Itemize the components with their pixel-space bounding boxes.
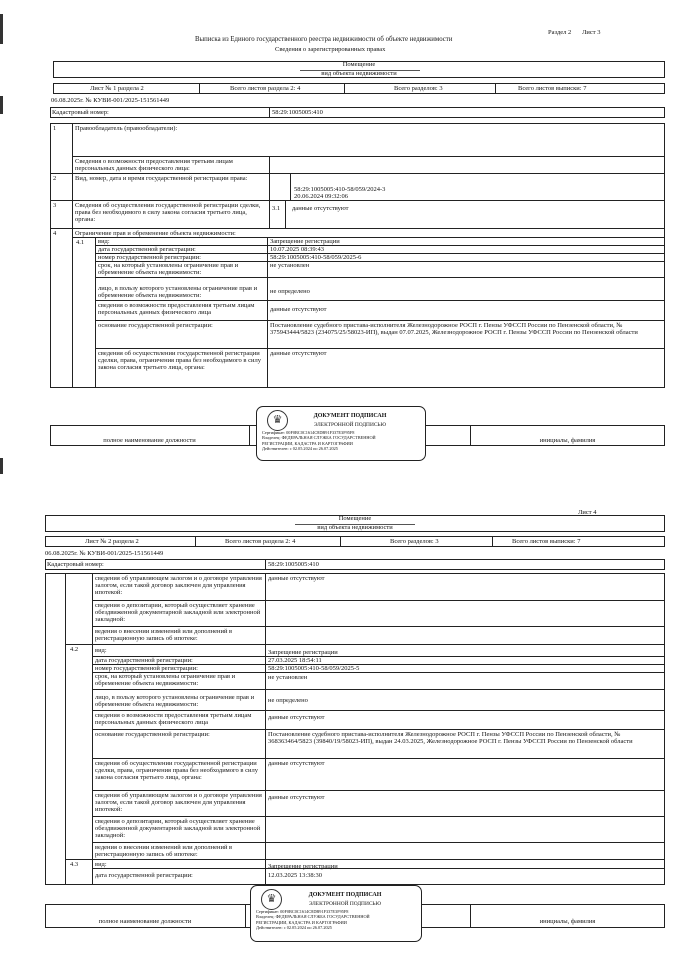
field-label: сведения об управляющем залогом и о договоре управления залогом, если такой договор заключен для управления ипотекой:	[95, 792, 262, 814]
cadastral-number: 58:29:1005005:410	[272, 109, 323, 116]
field-label: ведения о внесении изменений или дополнений в регистрационную запись об ипотеке:	[95, 628, 233, 643]
object-type: Помещение	[338, 515, 372, 522]
encumbrance-type: Запрещение регистрации	[270, 238, 340, 245]
name-label: инициалы, фамилия	[539, 918, 596, 925]
stamp-certificate: Сертификат: 00F0BC0C1614C8DB91F337E3F95F8	[256, 909, 349, 914]
section-sheets: Всего листов раздела 2: 4	[230, 85, 301, 92]
encumbrance-term: не установлен	[268, 674, 308, 681]
section-label: Раздел 2	[548, 29, 572, 36]
third-party-label: Сведения о возможности предоставления третьим лицам персональных данных физического лица:	[75, 158, 233, 173]
field-label: вид:	[95, 647, 107, 654]
cadastral-label: Кадастровый номер:	[47, 561, 104, 568]
encumbrance-basis: Постановление судебного пристава-исполнителя Железнодорожное РОСП г. Пензы УФССП России по Пензенской области, № 375943444/5823 (234075/25/58023-ИП), выдан 07.07.2025, Железнодорожное РОСП г. Пензы УФССП России по Пензенской области	[270, 322, 638, 337]
sheets-total: Всего листов выписки: 7	[518, 85, 587, 92]
encumbrance-no-consent: данные отсутствуют	[270, 350, 327, 357]
field-label: сведения о возможности предоставления третьим лицам персональных данных физического лица	[95, 712, 252, 727]
encumbrance-third-party: данные отсутствуют	[268, 714, 325, 721]
field-label: срок, на который установлены ограничение прав и обременение объекта недвижимости:	[98, 262, 239, 277]
sections-total: Всего разделов: 3	[390, 538, 439, 545]
field-label: дата государственной регистрации:	[95, 657, 193, 664]
field-label: дата государственной регистрации:	[98, 246, 196, 253]
cadastral-number: 58:29:1005005:410	[268, 561, 319, 568]
field-label: вид:	[95, 861, 107, 868]
field-label: сведения о депозитарии, который осуществляет хранение обездвиженной документарной закладной или электронной закладной:	[95, 818, 261, 840]
scan-edge-mark	[0, 14, 3, 44]
encumbrance-persons: не определено	[270, 288, 310, 295]
encumbrance-reg-number: 58:29:1005005:410-58/059/2025-6	[270, 254, 362, 261]
row-number: 3	[53, 202, 57, 209]
rightholder-label: Правообладатель (правообладатели):	[75, 125, 178, 132]
encumbrance-reg-date: 27.03.2025 18:54:11	[268, 657, 322, 664]
object-type: Помещение	[342, 61, 376, 68]
no-consent-value: данные отсутствуют	[292, 205, 349, 212]
registration-number: 58:29:1005005:410-58/059/2024-3	[294, 186, 386, 193]
field-label: срок, на который установлены ограничение прав и обременение объекта недвижимости:	[95, 673, 236, 688]
encumbrance-type: Запрещение регистрации	[268, 863, 338, 870]
row-number: 4	[53, 230, 57, 237]
field-label: дата государственной регистрации:	[95, 872, 193, 879]
stamp-owner-2: РЕГИСТРАЦИИ, КАДАСТРА И КАРТОГРАФИИ	[256, 919, 347, 925]
field-label: сведения об осуществлении государственной регистрации сделки, права, ограничения права без необходимого в силу закона согласия третьего лица, органа:	[95, 760, 258, 782]
stamp-validity: Действителен: с 02.05.2024 по 26.07.2025	[262, 446, 338, 452]
stamp-certificate: Сертификат: 00F0BC0C1614C8DB91F337E3F95F8	[262, 430, 355, 435]
field-label: вид:	[98, 238, 110, 245]
encumbrance-number: 4.1	[76, 239, 85, 246]
emblem-icon: ♛	[261, 889, 282, 910]
sheet-label: Лист 4	[578, 509, 597, 516]
field-label: сведения об управляющем залогом и о договоре управления залогом, если такой договор заключен для управления ипотекой:	[95, 575, 262, 597]
field-label: сведения о возможности предоставления третьим лицам персональных данных физического лица	[98, 302, 255, 317]
encumbrance-term: не установлен	[270, 262, 310, 269]
name-label: инициалы, фамилия	[539, 437, 596, 444]
field-label: лицо, в пользу которого установлены ограничение прав и обременение объекта недвижимости:	[98, 285, 258, 300]
position-label: полное наименование должности	[103, 437, 196, 444]
field-label: сведения о депозитарии, который осуществляет хранение обездвиженной документарной закладной или электронной закладной:	[95, 602, 261, 624]
e-signature-stamp	[256, 406, 426, 461]
extract-date-number: 06.08.2025г. № КУВИ-001/2025-151561449	[51, 97, 170, 104]
encumbrance-number: 4.2	[70, 646, 79, 653]
no-consent-label: Сведения об осуществлении государственной регистрации сделки, права без необходимого в силу закона согласия третьего лица, органа:	[75, 202, 261, 224]
field-label: основание государственной регистрации:	[98, 322, 213, 329]
encumbrance-basis: Постановление судебного пристава-исполнителя Железнодорожное РОСП г. Пензы УФССП России по Пензенской области, № 368363464/5823 (39840/19/58023-ИП), выдан 24.03.2025, Железнодорожное РОСП г. Пензы УФССП России по Пензенской области	[268, 731, 633, 746]
object-type-label: вид объекта недвижимости	[317, 524, 393, 531]
cadastral-label: Кадастровый номер:	[52, 109, 109, 116]
encumbrance-reg-date: 10.07.2025 08:39:43	[270, 246, 324, 253]
field-label: сведения об осуществлении государственной регистрации сделки, права, ограничения права без необходимого в силу закона согласия третьего лица, органа:	[98, 350, 261, 372]
encumbrance-type: Запрещение регистрации	[268, 649, 338, 656]
registration-label: Вид, номер, дата и время государственной регистрации права:	[75, 175, 248, 182]
field-label: номер государственной регистрации:	[98, 254, 201, 261]
extract-date-number: 06.08.2025г. № КУВИ-001/2025-151561449	[45, 550, 164, 557]
stamp-owner: Владелец: ФЕДЕРАЛЬНАЯ СЛУЖБА ГОСУДАРСТВЕННОЙ	[256, 914, 370, 920]
stamp-subtitle: ЭЛЕКТРОННОЙ ПОДПИСЬЮ	[308, 901, 382, 907]
stamp-owner-2: РЕГИСТРАЦИИ, КАДАСТРА И КАРТОГРАФИИ	[262, 440, 353, 446]
encumbrance-label: Ограничение прав и обременение объекта недвижимости:	[75, 230, 236, 237]
scan-edge-mark	[0, 96, 3, 114]
document-subtitle: Сведения о зарегистрированных правах	[275, 46, 386, 53]
position-label: полное наименование должности	[98, 918, 192, 925]
scan-edge-mark	[0, 458, 3, 474]
sheet-label: Лист 3	[582, 29, 601, 36]
row-number: 2	[53, 175, 57, 182]
field-label: номер государственной регистрации:	[95, 665, 198, 672]
e-signature-stamp	[250, 885, 422, 942]
object-type-label: вид объекта недвижимости	[321, 70, 397, 77]
field-label: ведения о внесении изменений или дополнений в регистрационную запись об ипотеке:	[95, 844, 233, 859]
encumbrance-third-party: данные отсутствуют	[270, 306, 327, 313]
sheets-total: Всего листов выписки: 7	[512, 538, 581, 545]
field-label: основание государственной регистрации:	[95, 731, 210, 738]
stamp-title: ДОКУМЕНТ ПОДПИСАН	[313, 413, 387, 419]
stamp-title: ДОКУМЕНТ ПОДПИСАН	[308, 892, 382, 898]
encumbrance-no-consent: данные отсутствуют	[268, 760, 325, 767]
stamp-validity: Действителен: с 02.05.2024 по 26.07.2025	[256, 925, 332, 931]
encumbrance-reg-date: 12.03.2025 13:38:30	[268, 872, 322, 879]
encumbrance-pledge: данные отсутствуют	[268, 794, 325, 801]
sheet-number: Лист № 1 раздела 2	[90, 85, 144, 92]
sub-number: 3.1	[272, 205, 281, 212]
stamp-owner: Владелец: ФЕДЕРАЛЬНАЯ СЛУЖБА ГОСУДАРСТВЕННОЙ	[262, 435, 376, 441]
encumbrance-number: 4.3	[70, 861, 79, 868]
sections-total: Всего разделов: 3	[394, 85, 443, 92]
emblem-icon: ♛	[267, 410, 288, 431]
field-label: лицо, в пользу которого установлены ограничение прав и обременение объекта недвижимости:	[95, 694, 255, 709]
section-sheets: Всего листов раздела 2: 4	[225, 538, 296, 545]
cadastral-row	[50, 107, 665, 118]
stamp-subtitle: ЭЛЕКТРОННОЙ ПОДПИСЬЮ	[313, 422, 387, 428]
row-number: 1	[53, 125, 57, 132]
document-title: Выписка из Единого государственного реестра недвижимости об объекте недвижимости	[195, 36, 453, 43]
sheet-number: Лист № 2 раздела 2	[85, 538, 139, 545]
encumbrance-pledge: данные отсутствуют	[268, 575, 325, 582]
encumbrance-reg-number: 58:29:1005005:410-58/059/2025-5	[268, 665, 360, 672]
registration-date: 20.06.2024 09:32:06	[294, 193, 348, 200]
cadastral-row	[45, 559, 665, 570]
encumbrance-persons: не определено	[268, 697, 308, 704]
